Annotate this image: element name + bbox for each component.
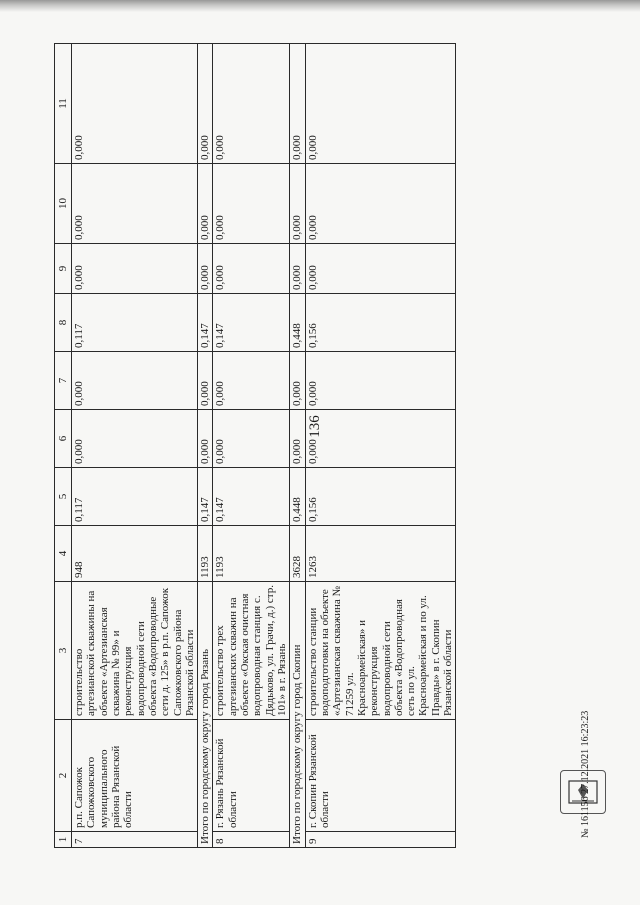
cell-value: 0,147 (198, 468, 213, 526)
cell-value: 0,147 (198, 294, 213, 352)
cell-value: 0,156 (305, 468, 456, 526)
cell-value: 0,000 (290, 352, 305, 410)
col-header: 8 (55, 294, 72, 352)
col-header: 1 (55, 832, 72, 848)
cell-value: 0,000 (290, 44, 305, 164)
cell-value: 0,000 (198, 410, 213, 468)
total-label: Итого по городскому округу город Рязань (198, 582, 213, 848)
row-location: р.п. Сапожок Сапожковского муниципального района Рязанской области (72, 720, 198, 832)
cell-value: 0,156 (305, 294, 456, 352)
cell-value: 0,000 (198, 44, 213, 164)
col-header: 11 (55, 44, 72, 164)
cell-value: 3628 (290, 526, 305, 582)
cell-value: 948 (72, 526, 198, 582)
col-header: 6 (55, 410, 72, 468)
cell-value: 0,448 (290, 294, 305, 352)
row-description: строительство артезианской скважины на объекте «Артезианская скважина № 99» и реконструкция водопроводной сети объекта «Водопроводные сети д. 125» в р.п. Сапожок Сапожковского района Рязанской области (72, 582, 198, 720)
cell-value: 0,000 (198, 352, 213, 410)
cell-value: 0,000 (72, 244, 198, 294)
data-table (54, 43, 456, 848)
cell-value: 0,000 (198, 164, 213, 244)
cell-value: 0,000 (213, 44, 290, 164)
col-header: 5 (55, 468, 72, 526)
row-location: г. Скопин Рязанской области (305, 720, 456, 832)
col-header: 7 (55, 352, 72, 410)
table-row (72, 44, 198, 848)
total-row (290, 44, 305, 848)
cell-value: 0,000 (290, 164, 305, 244)
cell-value: 0,000 (213, 410, 290, 468)
col-header: 3 (55, 582, 72, 720)
col-header: 10 (55, 164, 72, 244)
cell-value: 1263 (305, 526, 456, 582)
cell-value: 1193 (198, 526, 213, 582)
data-table-rotated (54, 44, 619, 848)
row-description: строительство трех артезианских скважин на объекте «Окская очистная водопроводная станция с. Дядьково, ул. Грачи, д.) стр. 101» в г. Рязань (213, 582, 290, 720)
header-row (55, 44, 72, 848)
row-number: 7 (72, 832, 198, 848)
col-header: 4 (55, 526, 72, 582)
total-label: Итого по городскому округу город Скопин (290, 582, 305, 848)
page-number: 136 (306, 415, 323, 438)
cell-value: 0,448 (290, 468, 305, 526)
registration-stamp: № 161156 27.12.2021 16:23:23 (580, 710, 591, 838)
cell-value: 0,000 (72, 410, 198, 468)
scan-edge (0, 0, 640, 12)
cell-value: 0,000 (305, 410, 456, 468)
cell-value: 0,000 (290, 244, 305, 294)
row-description: строительство станции водоподготовки на объекте «Артезианская скважина № 71259 ул. Красноармейская» и реконструкция водопроводной сети объекта «Водопроводная сеть по ул. Красноармейская и по ул. Правды» в г. Скопин Рязанской области (305, 582, 456, 720)
cell-value: 0,147 (213, 294, 290, 352)
row-location: г. Рязань Рязанской области (213, 720, 290, 832)
cell-value: 0,000 (305, 352, 456, 410)
cell-value: 0,000 (213, 164, 290, 244)
cell-value: 0,000 (72, 164, 198, 244)
cell-value: 0,000 (305, 244, 456, 294)
cell-value: 0,000 (290, 410, 305, 468)
table-row (305, 44, 456, 848)
cell-value: 0,000 (305, 44, 456, 164)
col-header: 9 (55, 244, 72, 294)
cell-value: 0,117 (72, 468, 198, 526)
row-number: 9 (305, 832, 456, 848)
cell-value: 0,000 (198, 244, 213, 294)
cell-value: 0,117 (72, 294, 198, 352)
cell-value: 1193 (213, 526, 290, 582)
cell-value: 0,000 (213, 352, 290, 410)
cell-value: 0,000 (72, 44, 198, 164)
col-header: 2 (55, 720, 72, 832)
cell-value: 0,000 (213, 244, 290, 294)
total-row (198, 44, 213, 848)
row-number: 8 (213, 832, 290, 848)
table-row (213, 44, 290, 848)
cell-value: 0,000 (72, 352, 198, 410)
cell-value: 0,147 (213, 468, 290, 526)
cell-value: 0,000 (305, 164, 456, 244)
